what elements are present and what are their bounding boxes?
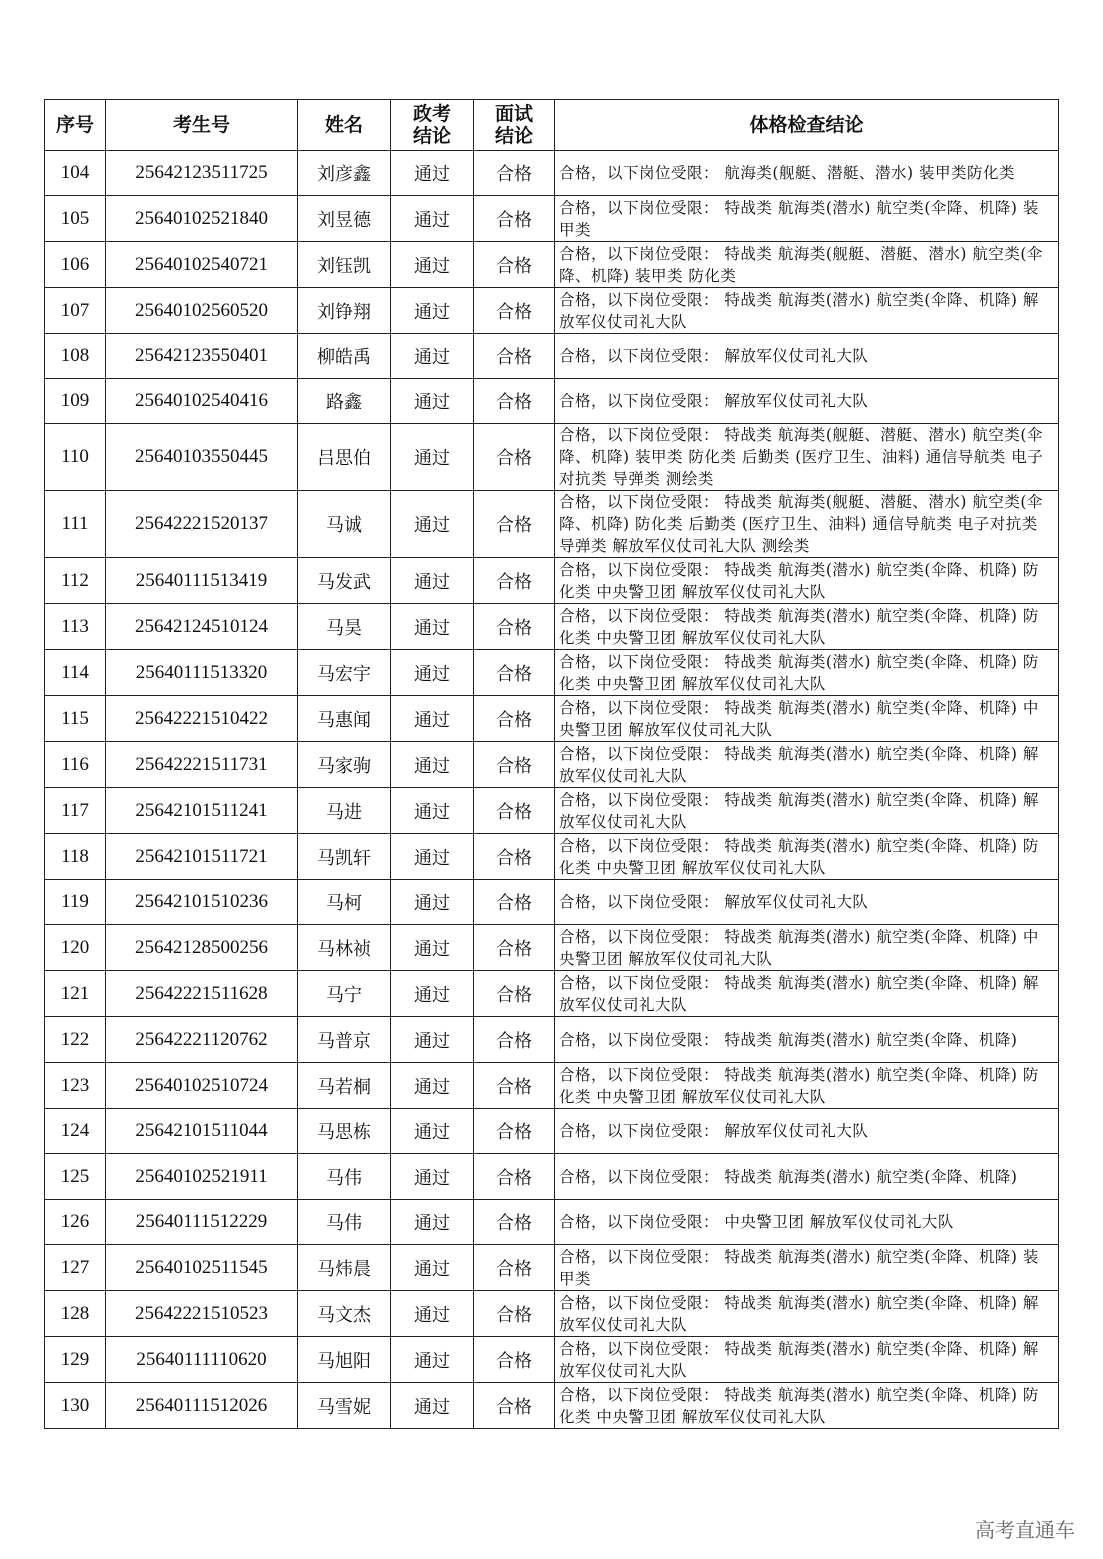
watermark: 高考直通车: [975, 1518, 1075, 1542]
exam-id-cell: 25642101511721: [106, 834, 298, 880]
table-row: [45, 1063, 1059, 1109]
seq-cell: 128: [45, 1291, 106, 1337]
interview-result-cell: 合格: [474, 1383, 555, 1429]
seq-cell: 113: [45, 604, 106, 650]
physical-result-cell: 合格，以下岗位受限： 特战类 航海类(潜水) 航空类(伞降、机降) 解放军仪仗司礼大队: [555, 971, 1059, 1017]
physical-result-cell: 合格，以下岗位受限： 特战类 航海类(潜水) 航空类(伞降、机降) 解放军仪仗司礼大队: [555, 742, 1059, 788]
physical-result-cell: 合格，以下岗位受限： 特战类 航海类(舰艇、潜艇、潜水) 航空类(伞降、机降) 防化类 后勤类 (医疗卫生、油料) 通信导航类 电子对抗类 导弹类 解放军仪仗司礼大队 测绘类: [555, 491, 1059, 558]
political-result-cell: 通过: [391, 151, 474, 196]
seq-cell: 106: [45, 242, 106, 288]
interview-result-cell: 合格: [474, 242, 555, 288]
name-cell: 马雪妮: [298, 1383, 391, 1429]
name-cell: 马宁: [298, 971, 391, 1017]
table-row: [45, 196, 1059, 242]
physical-result-cell: 合格，以下岗位受限： 特战类 航海类(潜水) 航空类(伞降、机降) 防化类 中央警卫团 解放军仪仗司礼大队: [555, 650, 1059, 696]
political-result-cell: 通过: [391, 696, 474, 742]
seq-cell: 117: [45, 788, 106, 834]
political-result-cell: 通过: [391, 1200, 474, 1245]
political-result-cell: 通过: [391, 604, 474, 650]
exam-id-cell: 25640102521911: [106, 1154, 298, 1200]
exam-id-cell: 25642123550401: [106, 334, 298, 379]
interview-result-cell: 合格: [474, 788, 555, 834]
exam-id-cell: 25640111513419: [106, 558, 298, 604]
physical-result-cell: 合格，以下岗位受限： 中央警卫团 解放军仪仗司礼大队: [555, 1200, 1059, 1245]
seq-cell: 110: [45, 424, 106, 491]
physical-result-cell: 合格，以下岗位受限： 特战类 航海类(潜水) 航空类(伞降、机降) 中央警卫团 解放军仪仗司礼大队: [555, 925, 1059, 971]
name-cell: 马昊: [298, 604, 391, 650]
seq-cell: 122: [45, 1017, 106, 1063]
interview-result-cell: 合格: [474, 558, 555, 604]
interview-result-cell: 合格: [474, 1291, 555, 1337]
physical-result-cell: 合格，以下岗位受限： 特战类 航海类(潜水) 航空类(伞降、机降) 装甲类: [555, 196, 1059, 242]
political-result-cell: 通过: [391, 880, 474, 925]
exam-id-cell: 25642124510124: [106, 604, 298, 650]
seq-cell: 112: [45, 558, 106, 604]
interview-result-cell: 合格: [474, 379, 555, 424]
table-row: [45, 788, 1059, 834]
table-row: [45, 1291, 1059, 1337]
table-body: [45, 151, 1059, 1429]
interview-result-cell: 合格: [474, 834, 555, 880]
physical-result-cell: 合格，以下岗位受限： 解放军仪仗司礼大队: [555, 880, 1059, 925]
interview-result-cell: 合格: [474, 151, 555, 196]
header-exam-id: 考生号: [106, 100, 298, 151]
political-result-cell: 通过: [391, 1383, 474, 1429]
physical-result-cell: 合格，以下岗位受限： 特战类 航海类(潜水) 航空类(伞降、机降) 防化类 中央警卫团 解放军仪仗司礼大队: [555, 558, 1059, 604]
exam-id-cell: 25640102540416: [106, 379, 298, 424]
table-row: [45, 880, 1059, 925]
interview-result-cell: 合格: [474, 925, 555, 971]
name-cell: 马文杰: [298, 1291, 391, 1337]
physical-result-cell: 合格，以下岗位受限： 特战类 航海类(潜水) 航空类(伞降、机降) 解放军仪仗司礼大队: [555, 788, 1059, 834]
political-result-cell: 通过: [391, 1154, 474, 1200]
exam-id-cell: 25640111110620: [106, 1337, 298, 1383]
seq-cell: 130: [45, 1383, 106, 1429]
physical-result-cell: 合格，以下岗位受限： 解放军仪仗司礼大队: [555, 1109, 1059, 1154]
header-political: 政考 结论: [391, 100, 474, 151]
political-result-cell: 通过: [391, 925, 474, 971]
physical-result-cell: 合格，以下岗位受限： 解放军仪仗司礼大队: [555, 334, 1059, 379]
exam-id-cell: 25642221120762: [106, 1017, 298, 1063]
seq-cell: 120: [45, 925, 106, 971]
physical-result-cell: 合格，以下岗位受限： 特战类 航海类(潜水) 航空类(伞降、机降) 解放军仪仗司礼大队: [555, 1337, 1059, 1383]
table-row: [45, 1154, 1059, 1200]
name-cell: 马惠闻: [298, 696, 391, 742]
name-cell: 马旭阳: [298, 1337, 391, 1383]
physical-result-cell: 合格，以下岗位受限： 特战类 航海类(潜水) 航空类(伞降、机降) 防化类 中央警卫团 解放军仪仗司礼大队: [555, 1383, 1059, 1429]
table-row: [45, 1200, 1059, 1245]
political-result-cell: 通过: [391, 1337, 474, 1383]
table-row: [45, 696, 1059, 742]
header-seq: 序号: [45, 100, 106, 151]
political-result-cell: 通过: [391, 334, 474, 379]
interview-result-cell: 合格: [474, 696, 555, 742]
table-row: [45, 558, 1059, 604]
table-row: [45, 1109, 1059, 1154]
political-result-cell: 通过: [391, 788, 474, 834]
seq-cell: 111: [45, 491, 106, 558]
exam-id-cell: 25640111512229: [106, 1200, 298, 1245]
interview-result-cell: 合格: [474, 1017, 555, 1063]
exam-id-cell: 25642101511241: [106, 788, 298, 834]
political-result-cell: 通过: [391, 491, 474, 558]
physical-result-cell: 合格，以下岗位受限： 特战类 航海类(潜水) 航空类(伞降、机降) 防化类 中央警卫团 解放军仪仗司礼大队: [555, 604, 1059, 650]
political-result-cell: 通过: [391, 288, 474, 334]
results-table: [44, 99, 1059, 1429]
name-cell: 马家驹: [298, 742, 391, 788]
physical-result-cell: 合格，以下岗位受限： 特战类 航海类(潜水) 航空类(伞降、机降) 装甲类: [555, 1245, 1059, 1291]
table-row: [45, 1383, 1059, 1429]
name-cell: 马思栋: [298, 1109, 391, 1154]
table-header: [45, 100, 1059, 151]
political-result-cell: 通过: [391, 1109, 474, 1154]
name-cell: 马进: [298, 788, 391, 834]
seq-cell: 123: [45, 1063, 106, 1109]
name-cell: 马林祯: [298, 925, 391, 971]
name-cell: 刘钰凯: [298, 242, 391, 288]
exam-id-cell: 25640102510724: [106, 1063, 298, 1109]
table-row: [45, 151, 1059, 196]
physical-result-cell: 合格，以下岗位受限： 解放军仪仗司礼大队: [555, 379, 1059, 424]
physical-result-cell: 合格，以下岗位受限： 特战类 航海类(潜水) 航空类(伞降、机降) 防化类 中央警卫团 解放军仪仗司礼大队: [555, 834, 1059, 880]
interview-result-cell: 合格: [474, 1245, 555, 1291]
table-row: [45, 1017, 1059, 1063]
interview-result-cell: 合格: [474, 1200, 555, 1245]
political-result-cell: 通过: [391, 742, 474, 788]
seq-cell: 108: [45, 334, 106, 379]
seq-cell: 114: [45, 650, 106, 696]
seq-cell: 109: [45, 379, 106, 424]
interview-result-cell: 合格: [474, 742, 555, 788]
political-result-cell: 通过: [391, 1245, 474, 1291]
name-cell: 路鑫: [298, 379, 391, 424]
seq-cell: 104: [45, 151, 106, 196]
physical-result-cell: 合格，以下岗位受限： 航海类(舰艇、潜艇、潜水) 装甲类防化类: [555, 151, 1059, 196]
header-name: 姓名: [298, 100, 391, 151]
header-physical: 体格检查结论: [555, 100, 1059, 151]
interview-result-cell: 合格: [474, 971, 555, 1017]
physical-result-cell: 合格，以下岗位受限： 特战类 航海类(潜水) 航空类(伞降、机降) 解放军仪仗司礼大队: [555, 288, 1059, 334]
exam-id-cell: 25640111513320: [106, 650, 298, 696]
political-result-cell: 通过: [391, 196, 474, 242]
name-cell: 马伟: [298, 1154, 391, 1200]
header-interview: 面试 结论: [474, 100, 555, 151]
seq-cell: 124: [45, 1109, 106, 1154]
name-cell: 马发武: [298, 558, 391, 604]
name-cell: 柳皓禹: [298, 334, 391, 379]
table-row: [45, 925, 1059, 971]
interview-result-cell: 合格: [474, 604, 555, 650]
table-row: [45, 491, 1059, 558]
interview-result-cell: 合格: [474, 1109, 555, 1154]
seq-cell: 107: [45, 288, 106, 334]
exam-id-cell: 25640102540721: [106, 242, 298, 288]
seq-cell: 115: [45, 696, 106, 742]
exam-id-cell: 25642221511731: [106, 742, 298, 788]
seq-cell: 119: [45, 880, 106, 925]
exam-id-cell: 25640102511545: [106, 1245, 298, 1291]
seq-cell: 129: [45, 1337, 106, 1383]
exam-id-cell: 25642101510236: [106, 880, 298, 925]
name-cell: 马诚: [298, 491, 391, 558]
name-cell: 刘铮翔: [298, 288, 391, 334]
political-result-cell: 通过: [391, 1017, 474, 1063]
table-row: [45, 424, 1059, 491]
physical-result-cell: 合格，以下岗位受限： 特战类 航海类(舰艇、潜艇、潜水) 航空类(伞降、机降) 装甲类 防化类: [555, 242, 1059, 288]
name-cell: 马普京: [298, 1017, 391, 1063]
table-row: [45, 1245, 1059, 1291]
name-cell: 马伟: [298, 1200, 391, 1245]
table-row: [45, 288, 1059, 334]
physical-result-cell: 合格，以下岗位受限： 特战类 航海类(潜水) 航空类(伞降、机降): [555, 1154, 1059, 1200]
interview-result-cell: 合格: [474, 650, 555, 696]
table-row: [45, 379, 1059, 424]
table-row: [45, 650, 1059, 696]
political-result-cell: 通过: [391, 558, 474, 604]
political-result-cell: 通过: [391, 650, 474, 696]
interview-result-cell: 合格: [474, 880, 555, 925]
seq-cell: 105: [45, 196, 106, 242]
name-cell: 吕思伯: [298, 424, 391, 491]
interview-result-cell: 合格: [474, 1154, 555, 1200]
table-row: [45, 242, 1059, 288]
physical-result-cell: 合格，以下岗位受限： 特战类 航海类(潜水) 航空类(伞降、机降): [555, 1017, 1059, 1063]
interview-result-cell: 合格: [474, 1063, 555, 1109]
political-result-cell: 通过: [391, 971, 474, 1017]
table-row: [45, 604, 1059, 650]
name-cell: 刘彦鑫: [298, 151, 391, 196]
name-cell: 马若桐: [298, 1063, 391, 1109]
exam-id-cell: 25642221510422: [106, 696, 298, 742]
table-row: [45, 742, 1059, 788]
seq-cell: 121: [45, 971, 106, 1017]
political-result-cell: 通过: [391, 834, 474, 880]
name-cell: 马炜晨: [298, 1245, 391, 1291]
table-row: [45, 971, 1059, 1017]
seq-cell: 125: [45, 1154, 106, 1200]
interview-result-cell: 合格: [474, 196, 555, 242]
political-result-cell: 通过: [391, 379, 474, 424]
exam-id-cell: 25640102521840: [106, 196, 298, 242]
table-row: [45, 334, 1059, 379]
political-result-cell: 通过: [391, 242, 474, 288]
name-cell: 刘昱德: [298, 196, 391, 242]
name-cell: 马宏宇: [298, 650, 391, 696]
exam-id-cell: 25642221510523: [106, 1291, 298, 1337]
political-result-cell: 通过: [391, 1291, 474, 1337]
seq-cell: 127: [45, 1245, 106, 1291]
header-row: [45, 100, 1059, 151]
table-row: [45, 834, 1059, 880]
physical-result-cell: 合格，以下岗位受限： 特战类 航海类(潜水) 航空类(伞降、机降) 中央警卫团 解放军仪仗司礼大队: [555, 696, 1059, 742]
exam-id-cell: 25642221520137: [106, 491, 298, 558]
interview-result-cell: 合格: [474, 1337, 555, 1383]
political-result-cell: 通过: [391, 424, 474, 491]
table-row: [45, 1337, 1059, 1383]
seq-cell: 116: [45, 742, 106, 788]
exam-id-cell: 25642128500256: [106, 925, 298, 971]
political-result-cell: 通过: [391, 1063, 474, 1109]
exam-id-cell: 25642221511628: [106, 971, 298, 1017]
exam-id-cell: 25642101511044: [106, 1109, 298, 1154]
physical-result-cell: 合格，以下岗位受限： 特战类 航海类(潜水) 航空类(伞降、机降) 解放军仪仗司礼大队: [555, 1291, 1059, 1337]
interview-result-cell: 合格: [474, 424, 555, 491]
exam-id-cell: 25640102560520: [106, 288, 298, 334]
interview-result-cell: 合格: [474, 334, 555, 379]
interview-result-cell: 合格: [474, 491, 555, 558]
seq-cell: 118: [45, 834, 106, 880]
exam-id-cell: 25640103550445: [106, 424, 298, 491]
seq-cell: 126: [45, 1200, 106, 1245]
physical-result-cell: 合格，以下岗位受限： 特战类 航海类(舰艇、潜艇、潜水) 航空类(伞降、机降) 装甲类 防化类 后勤类 (医疗卫生、油料) 通信导航类 电子对抗类 导弹类 测绘类: [555, 424, 1059, 491]
name-cell: 马凯轩: [298, 834, 391, 880]
physical-result-cell: 合格，以下岗位受限： 特战类 航海类(潜水) 航空类(伞降、机降) 防化类 中央警卫团 解放军仪仗司礼大队: [555, 1063, 1059, 1109]
exam-id-cell: 25640111512026: [106, 1383, 298, 1429]
name-cell: 马柯: [298, 880, 391, 925]
exam-id-cell: 25642123511725: [106, 151, 298, 196]
interview-result-cell: 合格: [474, 288, 555, 334]
